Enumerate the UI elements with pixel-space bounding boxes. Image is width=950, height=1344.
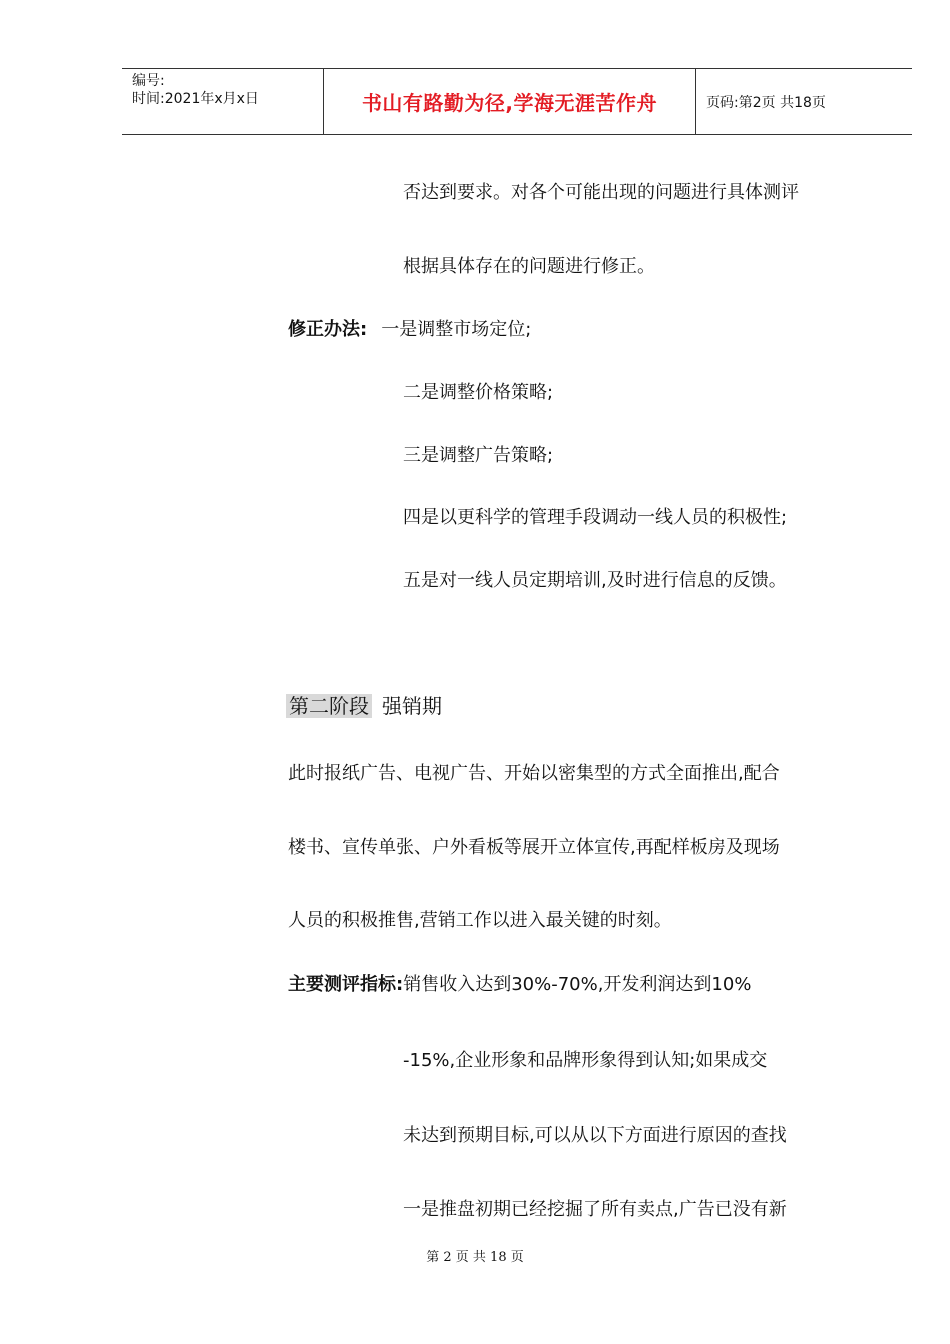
paragraph-line: 人员的积极推售,营销工作以进入最关键的时刻。 — [288, 910, 672, 931]
fix-item: 四是以更科学的管理手段调动一线人员的积极性; — [403, 507, 788, 528]
header-motto-cell — [324, 69, 696, 134]
fix-methods-row — [288, 318, 531, 342]
stage-heading-highlight: 第二阶段 — [286, 694, 372, 718]
header-meta-cell — [122, 69, 324, 134]
fix-item: 一是调整市场定位; — [381, 319, 532, 340]
metrics-row — [288, 973, 751, 997]
metrics-line: 未达到预期目标,可以从以下方面进行原因的查找 — [403, 1125, 787, 1146]
stage-heading-title: 强销期 — [382, 694, 442, 718]
fix-methods-label: 修正办法: — [288, 319, 368, 340]
body-line: 否达到要求。对各个可能出现的问题进行具体测评 — [403, 182, 799, 203]
metrics-line: -15%,企业形象和品牌形象得到认知;如果成交 — [403, 1050, 768, 1071]
page-footer: 第 2 页 共 18 页 — [426, 1250, 524, 1265]
body-line: 根据具体存在的问题进行修正。 — [403, 256, 655, 277]
header-page-number: 页码:第2页 共18页 — [706, 94, 826, 111]
paragraph-line: 此时报纸广告、电视广告、开始以密集型的方式全面推出,配合 — [288, 763, 780, 784]
fix-item: 二是调整价格策略; — [403, 382, 554, 403]
stage-heading — [286, 694, 442, 720]
fix-item: 三是调整广告策略; — [403, 445, 554, 466]
document-number-label: 编号: — [132, 73, 165, 89]
document-time-label: 时间:2021年x月x日 — [132, 91, 259, 107]
metrics-label: 主要测评指标: — [288, 974, 404, 995]
header-page-cell — [696, 69, 912, 134]
header-motto: 书山有路勤为径,学海无涯苦作舟 — [361, 91, 658, 115]
paragraph-line: 楼书、宣传单张、户外看板等展开立体宣传,再配样板房及现场 — [288, 837, 780, 858]
metrics-line: 一是推盘初期已经挖掘了所有卖点,广告已没有新 — [403, 1199, 787, 1220]
metrics-text: 销售收入达到30%-70%,开发利润达到10% — [403, 974, 752, 995]
page-header — [122, 68, 912, 135]
fix-item: 五是对一线人员定期培训,及时进行信息的反馈。 — [403, 570, 787, 591]
